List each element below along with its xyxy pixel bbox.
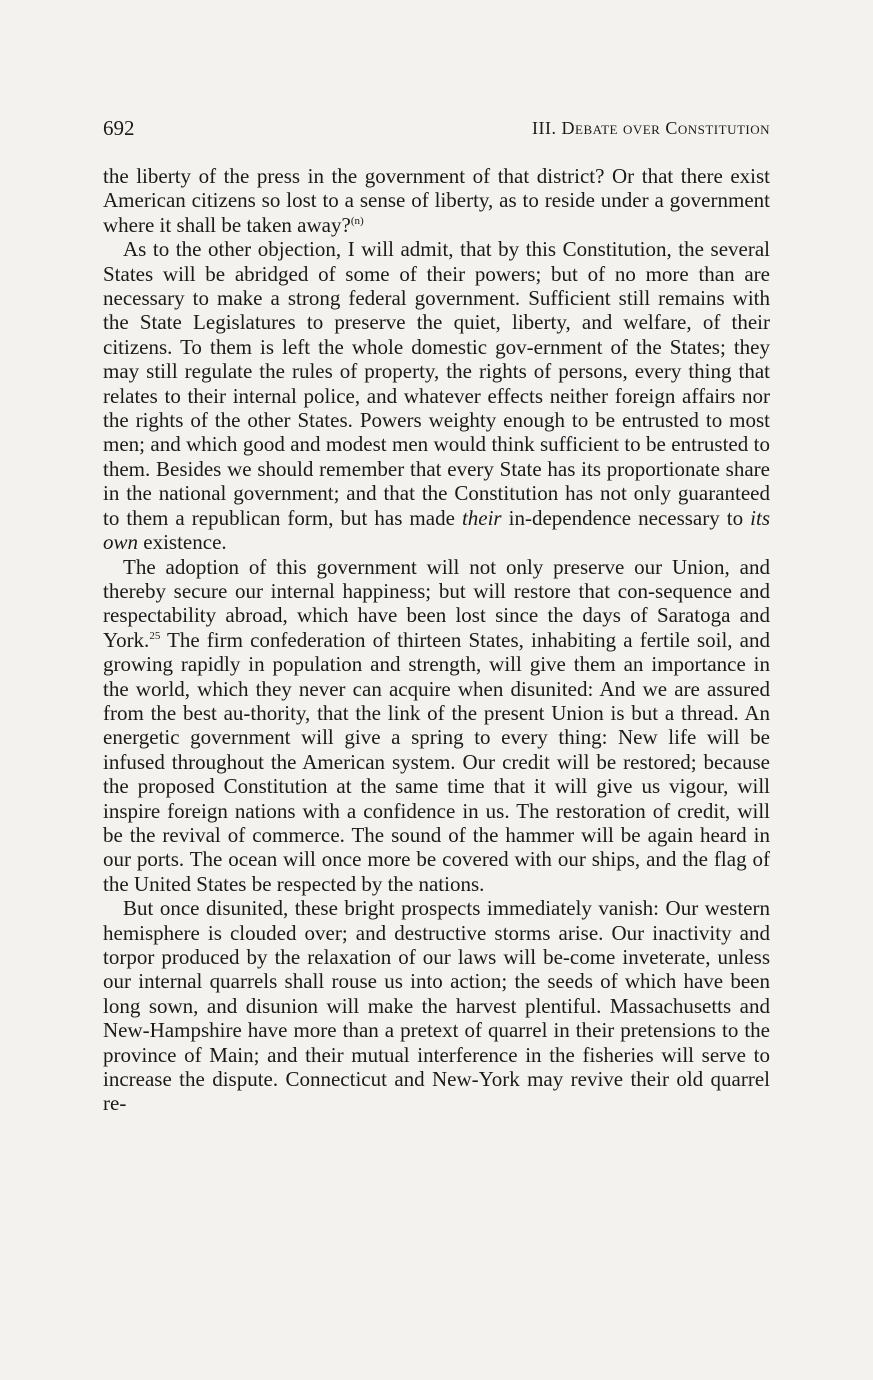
- page-header: [103, 116, 770, 146]
- italic-text: their: [461, 505, 502, 530]
- text-segment: the liberty of the press in the government of that district? Or that there exist American citizens so lost to a sense of liberty, as to reside under a government where it shall be taken away?: [103, 164, 770, 237]
- text-segment: The firm confederation of thirteen States, inhabiting a fertile soil, and growing rapidly in population and strength, will give them an importance in the world, which they never can acquire when disunited: And we are assured from the best au-thority, that the link of the present Union is but a thread. An energetic government will give a spring to every thing: New life will be infused throughout the American system. Our credit will be restored; because the proposed Constitution at the same time that it will give us vigour, will inspire foreign nations with a confidence in us. The restoration of credit, will be the revival of commerce. The sound of the hammer will be again heard in our ports. The ocean will once more be covered with our ships, and the flag of the United States be respected by the nations.: [103, 627, 770, 896]
- footnote-marker: 25: [149, 629, 161, 642]
- text-segment: But once disunited, these bright prospects immediately vanish: Our western hemisphere is clouded over; and destructive storms arise. Our inactivity and torpor produced by the relaxation of our laws will be-come inveterate, unless our internal quarrels shall rouse us into action; the seeds of which have been long sown, and disunion will make the harvest plentiful. Massachusetts and New-Hampshire have more than a pretext of quarrel in their pretensions to the province of Main; and their mutual interference in the fisheries will serve to increase the dispute. Connecticut and New-York may revive their old quarrel re-: [103, 896, 770, 1116]
- page-number: 692: [103, 116, 135, 140]
- text-segment: existence.: [138, 530, 227, 555]
- italic-text: its own: [103, 505, 770, 555]
- paragraph-1: [103, 164, 770, 237]
- text-segment: The adoption of this government will not only preserve our Union, and thereby secure our internal happiness; but will restore that con-sequence and respectability abroad, which have been lost since the days of Saratoga and York.: [103, 554, 770, 652]
- text-segment: As to the other objection, I will admit, that by this Constitution, the several States will be abridged of some of their powers; but of no more than are necessary to make a strong federal government. Sufficient still remains with the State Legislatures to preserve the quiet, liberty, and welfare, of their citizens. To them is left the whole domestic gov-ernment of the States; they may still regulate the rules of property, the rights of persons, every thing that relates to their internal police, and whatever effects neither foreign affairs nor the rights of the other States. Powers weighty enough to be entrusted to most men; and which good and modest men would think sufficient to be entrusted to them. Besides we should remember that every State has its proportionate share in the national government; and that the Constitution has not only guaranteed to them a republican form, but has made: [103, 237, 770, 530]
- footnote-marker: (n): [350, 214, 364, 227]
- paragraph-3: [103, 555, 770, 897]
- paragraph-2: [103, 237, 770, 554]
- paragraph-4: [103, 896, 770, 1116]
- text-segment: in-dependence necessary to: [501, 505, 751, 530]
- body-text: [103, 164, 770, 1116]
- running-head: III. Debate over Constitution: [532, 118, 770, 138]
